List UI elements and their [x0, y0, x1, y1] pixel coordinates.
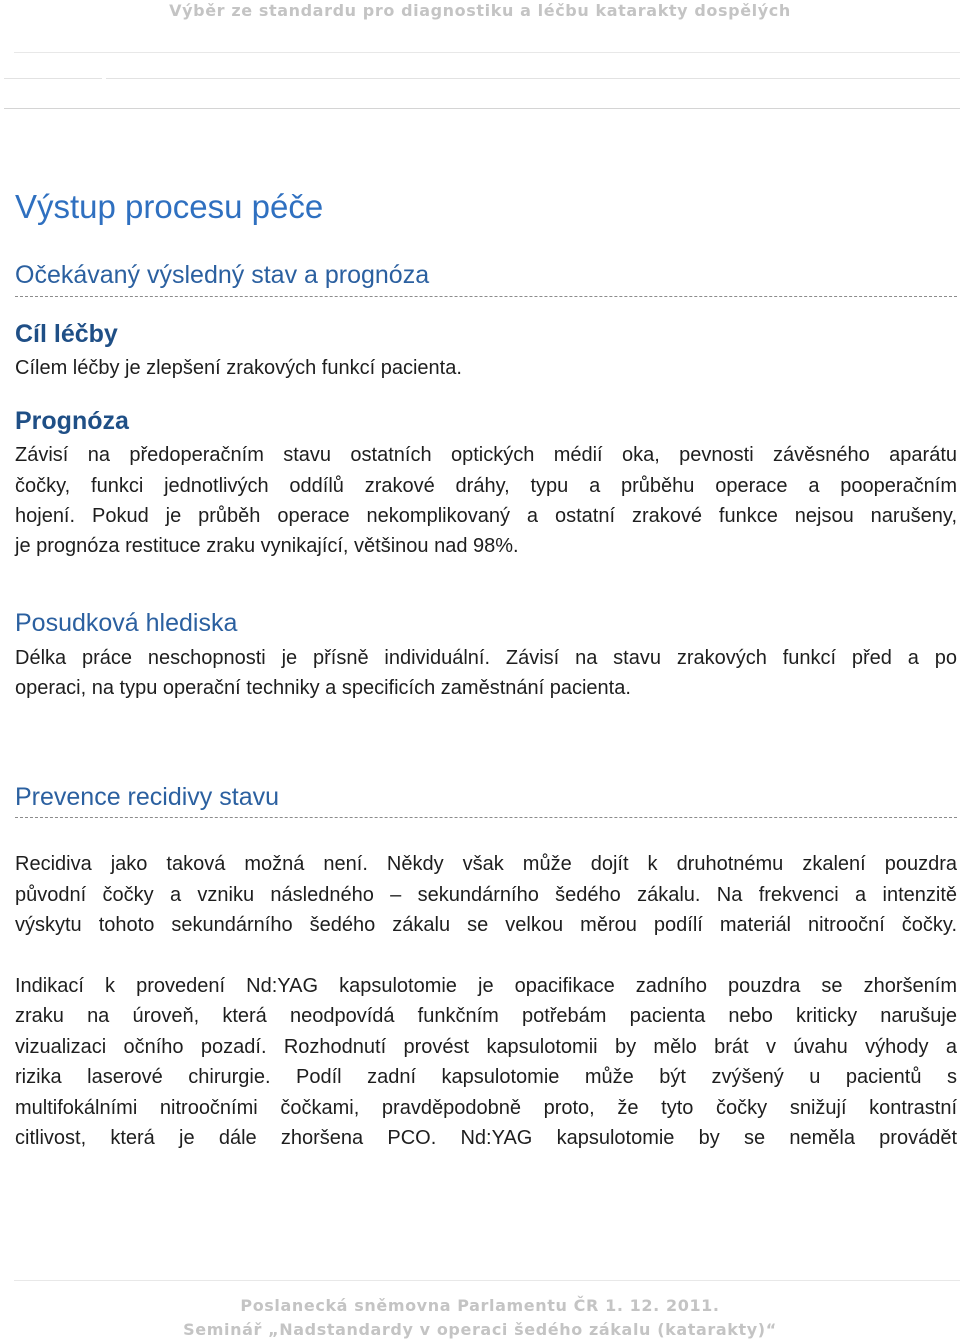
assessment-line-2: operaci, na typu operační techniky a specificích zaměstnání pacienta.: [15, 677, 631, 699]
subsection-divider: [15, 296, 957, 297]
prevention-p2-line-5: multifokálními nitroočními čočkami, pravděpodobně proto, že tyto čočky snižují kontrastní: [15, 1097, 957, 1119]
prevention-p1-line-2: původní čočky a vzniku následného – sekundárního šedého zákalu. Na frekvenci a intenzitě: [15, 884, 957, 906]
prevention-p1-line-1: Recidiva jako taková možná není. Někdy však může dojít k druhotnému zkalení pouzdra: [15, 853, 957, 875]
subsection-title: Očekávaný výsledný stav a prognóza: [15, 261, 430, 289]
prognosis-line-2: čočky, funkci jednotlivých oddílů zrakové dráhy, typu a průběhu operace a pooperačním: [15, 475, 957, 497]
prevention-p2-line-6: citlivost, která je dále zhoršena PCO. Nd:YAG kapsulotomie by se neměla provádět: [15, 1127, 957, 1149]
prognosis-heading: Prognóza: [15, 407, 129, 435]
prevention-heading: Prevence recidivy stavu: [15, 783, 280, 811]
header-divider: [14, 52, 960, 53]
prognosis-line-4: je prognóza restituce zraku vynikající, většinou nad 98%.: [15, 535, 519, 557]
header-divider-short: [4, 78, 102, 79]
footer-divider: [14, 1280, 960, 1281]
prognosis-line-3: hojení. Pokud je průběh operace nekomplikovaný a ostatní zrakové funkce nejsou narušeny,: [15, 505, 957, 527]
prevention-p2-line-4: rizika laserové chirurgie. Podíl zadní kapsulotomie může být zvýšený u pacientů s: [15, 1066, 957, 1088]
footer-line-2: Seminář „Nadstandardy v operaci šedého zákalu (katarakty)“: [183, 1320, 777, 1339]
prevention-p2-line-1: Indikací k provedení Nd:YAG kapsulotomie je opacifikace zadního pouzdra se zhoršením: [15, 975, 957, 997]
header-divider-bottom: [4, 108, 960, 109]
prevention-divider: [15, 817, 957, 818]
prevention-p1-line-3: výskytu tohoto sekundárního šedého zákalu se velkou měrou podílí materiál nitrooční čočky.: [15, 914, 957, 936]
footer-line-1: Poslanecká sněmovna Parlamentu ČR 1. 12. 2011.: [240, 1296, 720, 1315]
header-divider-long: [106, 78, 960, 79]
prevention-p2-line-2: zraku na úroveň, která neodpovídá funkčním potřebám pacienta nebo kriticky narušuje: [15, 1005, 957, 1027]
prevention-p2-line-3: vizualizaci očního pozadí. Rozhodnutí provést kapsulotomii by mělo brát v úvahu výhody a: [15, 1036, 957, 1058]
prognosis-line-1: Závisí na předoperačním stavu ostatních optických médií oka, pevnosti závěsného aparátu: [15, 444, 957, 466]
assessment-heading: Posudková hlediska: [15, 609, 238, 637]
goal-text: Cílem léčby je zlepšení zrakových funkcí pacienta.: [15, 357, 462, 379]
assessment-line-1: Délka práce neschopnosti je přísně individuální. Závisí na stavu zrakových funkcí před a po: [15, 647, 957, 669]
section-title: Výstup procesu péče: [15, 188, 324, 225]
goal-heading: Cíl léčby: [15, 320, 118, 348]
running-header: Výběr ze standardu pro diagnostiku a léčbu katarakty dospělých: [169, 1, 791, 20]
